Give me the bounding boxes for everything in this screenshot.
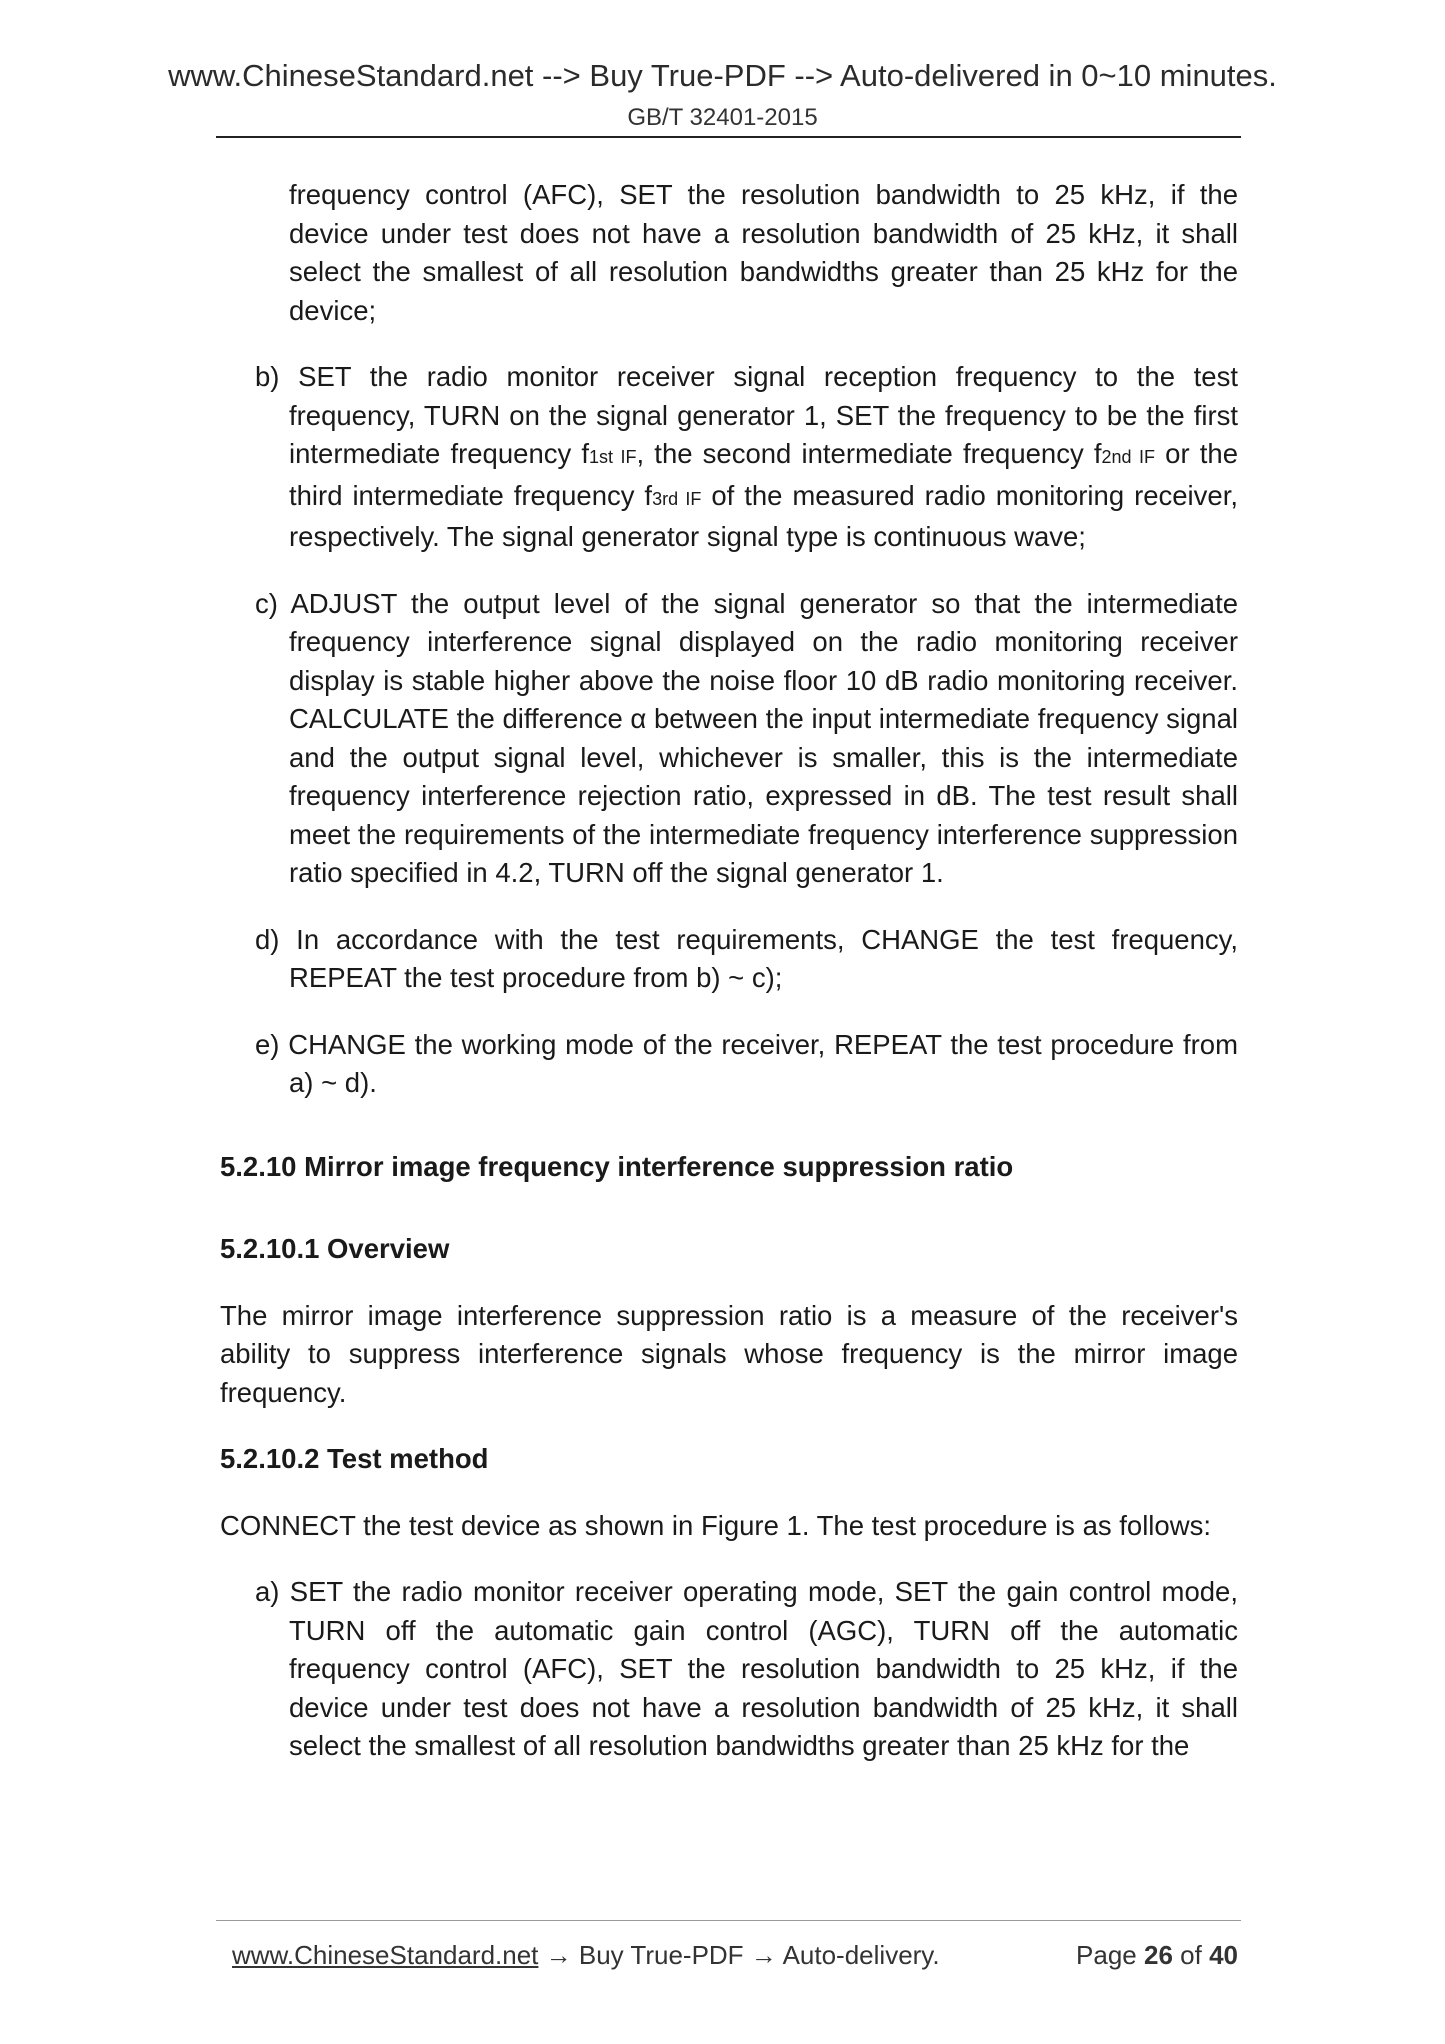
list-item-d: d) In accordance with the test requirements, CHANGE the test frequency, REPEAT the test procedure from b) ~ c);: [255, 923, 1238, 993]
subscript-3rd-if: 3rd IF: [652, 488, 702, 509]
item-b-text-4: of the measured radio monitoring receiver, respectively. The signal generator signal type is continuous wave;: [289, 479, 1238, 552]
footer-promo: [232, 1940, 940, 1971]
subscript-1st-if: 1st IF: [589, 447, 637, 467]
section-heading-5-2-10-2: 5.2.10.2 Test method: [220, 1443, 489, 1474]
subscript-2nd-if: 2nd IF: [1101, 447, 1156, 467]
of-label: of: [1180, 1940, 1202, 1970]
overview-paragraph: The mirror image interference suppression ratio is a measure of the receiver's ability to suppress interference signals whose frequency is the mirror image frequency.: [220, 1299, 1238, 1408]
footer-divider: [216, 1920, 1241, 1921]
header-banner: www.ChineseStandard.net --> Buy True-PDF --> Auto-delivered in 0~10 minutes.: [168, 58, 1277, 93]
header-divider: [216, 136, 1241, 138]
list-item-b: [255, 358, 1238, 557]
list-item-c: c) ADJUST the output level of the signal generator so that the intermediate frequency interference signal displayed on the radio monitoring receiver display is stable higher above the noise floor 10 dB radio monitoring receiver. CALCULATE the difference α between the input intermediate frequency signal and the output signal level, whichever is smaller, this is the intermediate frequency interference rejection ratio, expressed in dB. The test result shall meet the requirements of the intermediate frequency interference suppression ratio specified in 4.2, TURN off the signal generator 1.: [255, 587, 1238, 888]
method-intro-paragraph: CONNECT the test device as shown in Figure 1. The test procedure is as follows:: [220, 1509, 1211, 1541]
item-b-text-2: , the second intermediate frequency f: [636, 438, 1102, 469]
page-content: [220, 176, 1238, 1766]
standard-number: GB/T 32401-2015: [627, 104, 818, 131]
list-item-a: a) SET the radio monitor receiver operating mode, SET the gain control mode, TURN off the automatic gain control (AGC), TURN off the automatic frequency control (AFC), SET the resolution bandwidth to 25 kHz, if the device under test does not have a resolution bandwidth of 25 kHz, it shall select the smallest of all resolution bandwidths greater than 25 kHz for the: [255, 1576, 1238, 1761]
list-item-e: e) CHANGE the working mode of the receiver, REPEAT the test procedure from a) ~ d).: [255, 1028, 1238, 1098]
item-a-continuation: frequency control (AFC), SET the resolution bandwidth to 25 kHz, if the device under test does not have a resolution bandwidth of 25 kHz, it shall select the smallest of all resolution bandwidths greater than 25 kHz for the device;: [289, 179, 1238, 326]
page-label: Page: [1076, 1940, 1137, 1970]
footer-website-link[interactable]: www.ChineseStandard.net: [232, 1940, 539, 1970]
footer-promo-text: → Buy True-PDF → Auto-delivery.: [538, 1940, 940, 1970]
page-number: 26: [1144, 1940, 1173, 1970]
section-heading-5-2-10-1: 5.2.10.1 Overview: [220, 1233, 450, 1264]
section-heading-5-2-10: 5.2.10 Mirror image frequency interference suppression ratio: [220, 1150, 1014, 1182]
total-pages: 40: [1209, 1940, 1238, 1970]
item-b-text-3: or the third intermediate frequency f: [289, 438, 1238, 511]
page-counter: [1076, 1940, 1238, 1971]
item-b-text-1: b) SET the radio monitor receiver signal reception frequency to the test frequency, TURN on the signal generator 1, SET the frequency to be the first intermediate frequency f: [255, 361, 1238, 469]
